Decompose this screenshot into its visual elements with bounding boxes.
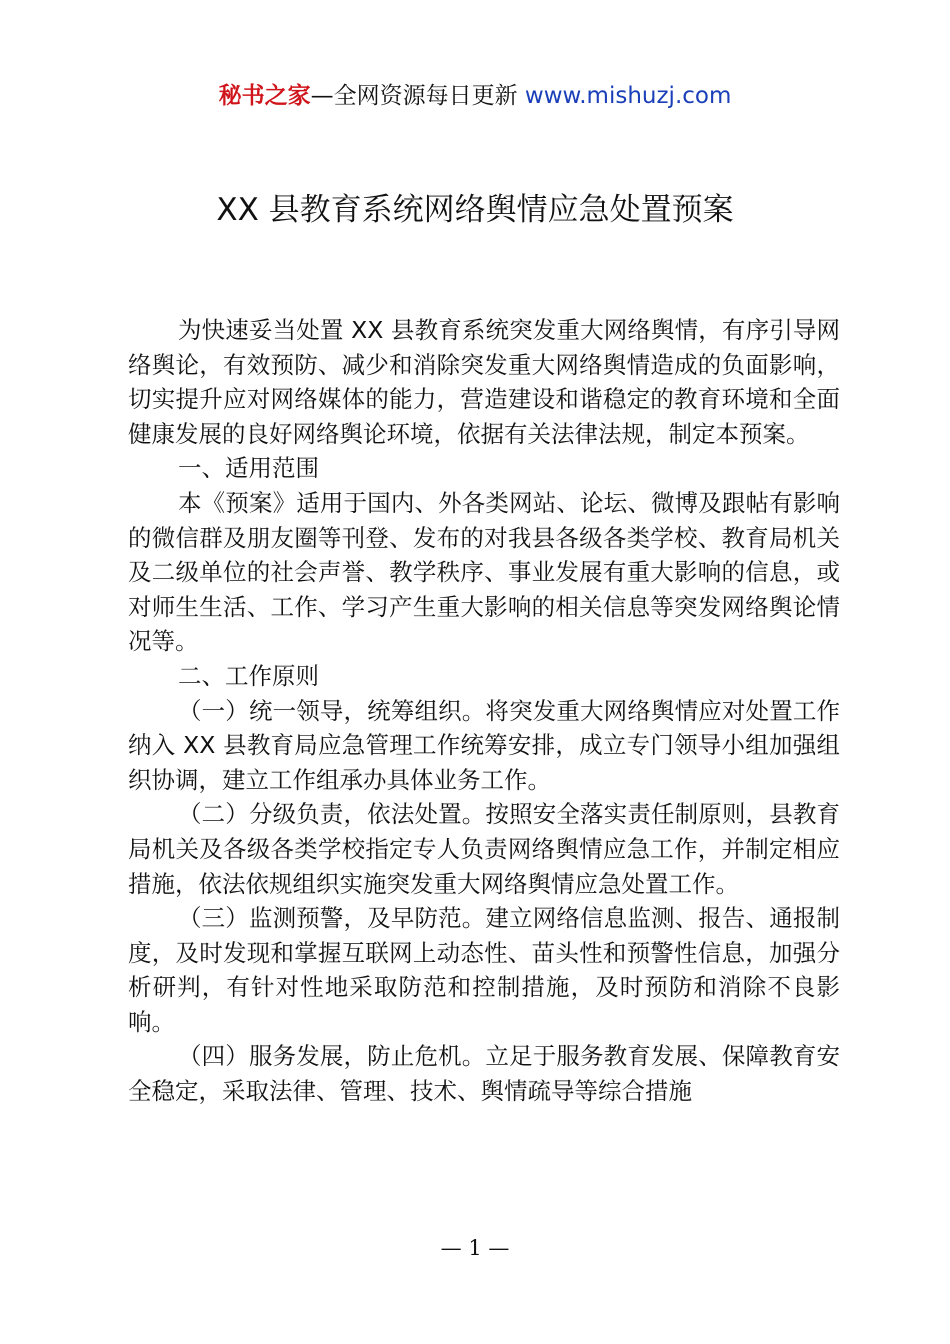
- banner-tagline: —全网资源每日更新: [310, 83, 518, 109]
- document-title: XX 县教育系统网络舆情应急处置预案: [216, 192, 734, 228]
- paragraph-principle-2: （二）分级负责，依法处置。按照安全落实责任制原则，县教育局机关及各级各类学校指定专人负责网络舆情应急工作，并制定相应措施，依法依规组织实施突发重大网络舆情应急处置工作。: [128, 800, 840, 898]
- site-banner: [0, 80, 950, 112]
- page-number: — 1 —: [440, 1236, 510, 1260]
- brand-name: 秘书之家: [218, 83, 311, 109]
- paragraph-principle-4: （四）服务发展，防止危机。立足于服务教育发展、保障教育安全稳定，采取法律、管理、技术、舆情疏导等综合措施: [128, 1042, 840, 1106]
- paragraph-principle-1: （一）统一领导，统筹组织。将突发重大网络舆情应对处置工作纳入 XX 县教育局应急管理工作统筹安排，成立专门领导小组加强组织协调，建立工作组承办具体业务工作。: [128, 696, 840, 794]
- section-heading-principles: 二、工作原则: [178, 661, 319, 690]
- section-heading-scope: 一、适用范围: [178, 454, 319, 483]
- document-body: [128, 313, 840, 1109]
- site-url-link[interactable]: www.mishuzj.com: [524, 83, 732, 109]
- paragraph-principle-3: （三）监测预警，及早防范。建立网络信息监测、报告、通报制度，及时发现和掌握互联网上动态性、苗头性和预警性信息，加强分析研判，有针对性地采取防范和控制措施，及时预防和消除不良影响。: [128, 904, 840, 1036]
- paragraph-intro: 为快速妥当处置 XX 县教育系统突发重大网络舆情，有序引导网络舆论，有效预防、减少和消除突发重大网络舆情造成的负面影响，切实提升应对网络媒体的能力，营造建设和谐稳定的教育环境和全面健康发展的良好网络舆论环境，依据有关法律法规，制定本预案。: [128, 316, 840, 448]
- paragraph-scope: 本《预案》适用于国内、外各类网站、论坛、微博及跟帖有影响的微信群及朋友圈等刊登、发布的对我县各级各类学校、教育局机关及二级单位的社会声誉、教学秩序、事业发展有重大影响的信息，或对师生生活、工作、学习产生重大影响的相关信息等突发网络舆论情况等。: [128, 488, 840, 656]
